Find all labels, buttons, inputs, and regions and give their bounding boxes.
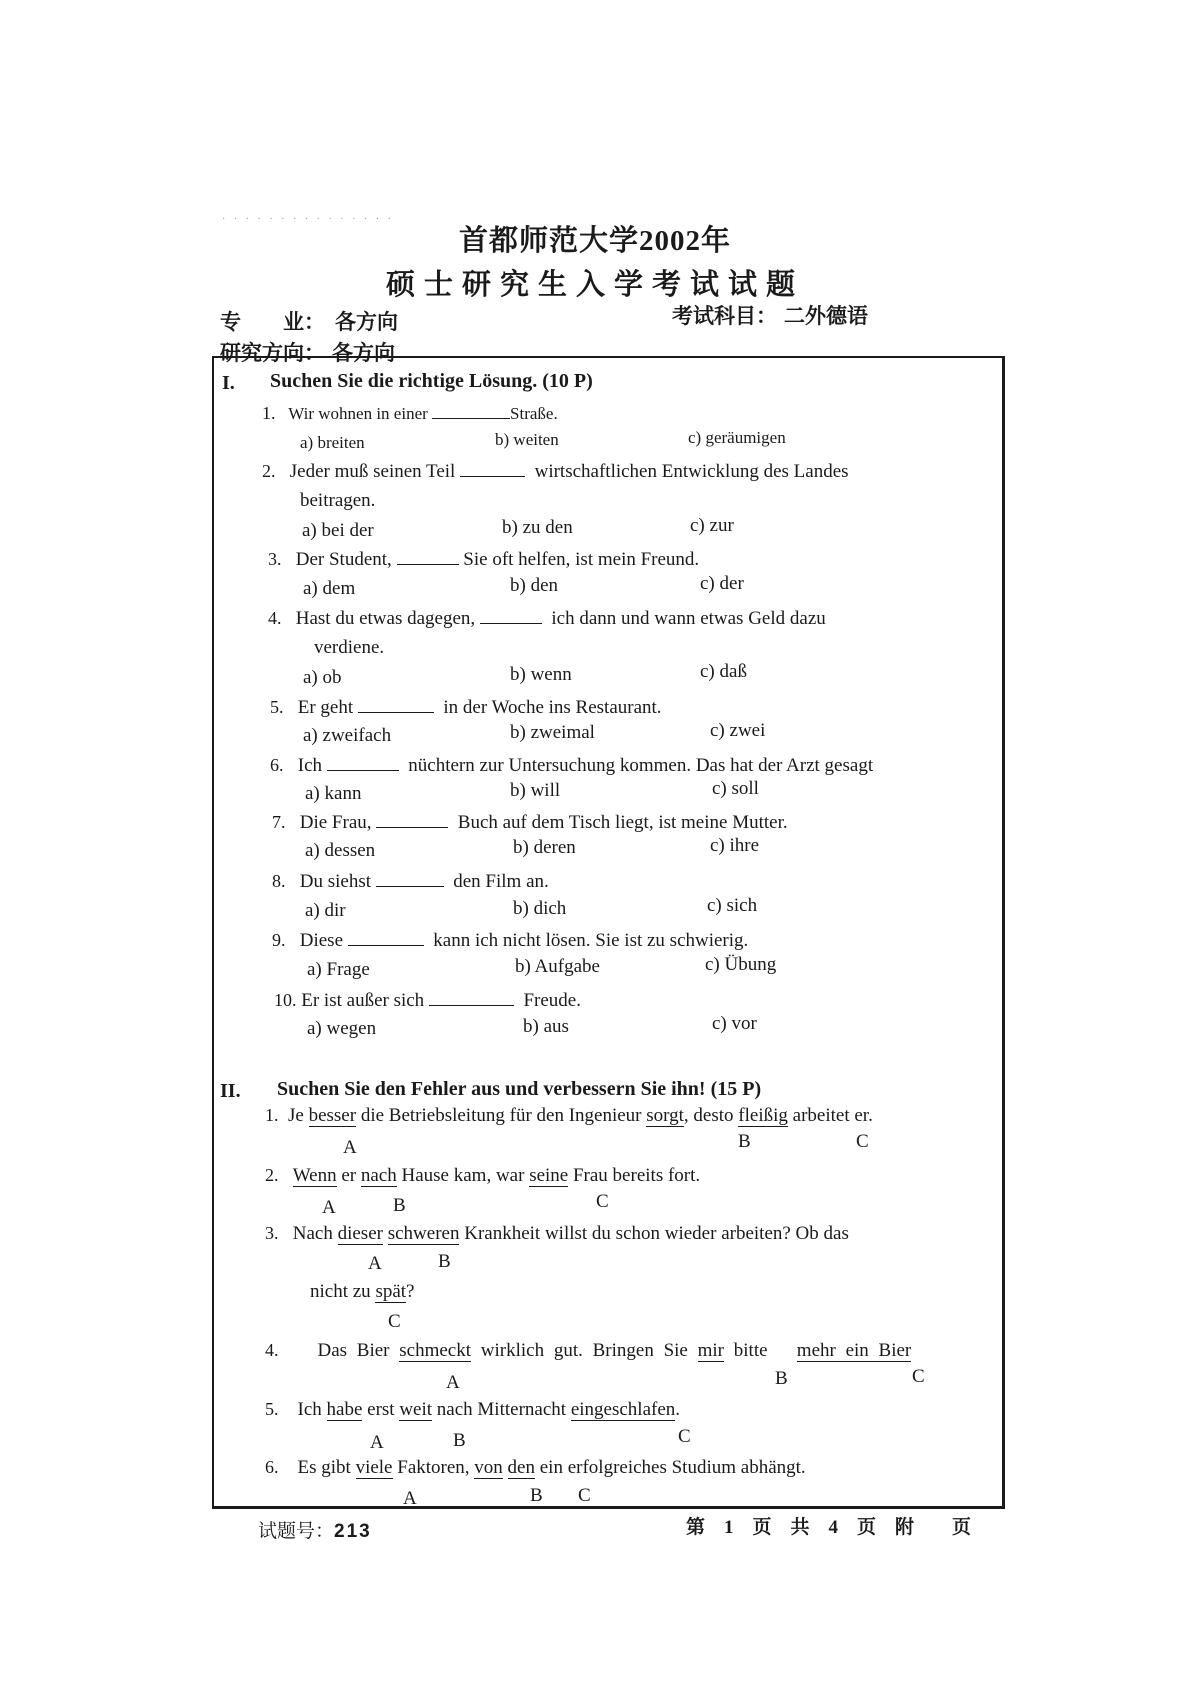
s1-q6-text: 6. Ich nüchtern zur Untersuchung kommen. Das hat der Arzt gesagt bbox=[270, 755, 874, 776]
exam-title-university: 首都师范大学2002年 bbox=[458, 225, 731, 257]
s2-q3-text: 3. Nach dieser schweren Krankheit willst du schon wieder arbeiten? Ob das bbox=[265, 1223, 849, 1244]
s1-q1-text: 1. Wir wohnen in einer Straße. bbox=[262, 403, 558, 423]
scan-artifact: · · · · · · · · · · · · · · · bbox=[222, 214, 394, 225]
s1-q3-option-b: b) den bbox=[510, 575, 559, 596]
s2-q3-label-b: B bbox=[438, 1251, 451, 1272]
s1-q6-option-b: b) will bbox=[510, 780, 561, 801]
s2-q4-label-a: A bbox=[446, 1372, 460, 1393]
s1-q4-text-cont: verdiene. bbox=[314, 637, 385, 658]
s2-q5-label-b: B bbox=[453, 1430, 466, 1451]
s2-q1-text: 1. Je besser die Betriebsleitung für den Ingenieur sorgt, desto fleißig arbeitet er. bbox=[265, 1105, 873, 1126]
s1-q7-text: 7. Die Frau, Buch auf dem Tisch liegt, ist meine Mutter. bbox=[272, 812, 788, 833]
s2-q6-label-c: C bbox=[578, 1485, 591, 1506]
s2-q4-text: 4. Das Bier schmeckt wirklich gut. Bringen Sie mir bitte mehr ein Bier bbox=[265, 1340, 912, 1361]
s1-q2-text-cont: beitragen. bbox=[300, 490, 376, 511]
s1-q10-text: 10. Er ist außer sich Freude. bbox=[274, 990, 581, 1011]
s2-q3-label-a: A bbox=[368, 1253, 382, 1274]
s1-q9-option-b: b) Aufgabe bbox=[515, 956, 600, 977]
s2-q1-label-a: A bbox=[343, 1137, 357, 1158]
s2-q2-label-a: A bbox=[322, 1197, 336, 1218]
s1-q1-option-a: a) breiten bbox=[300, 433, 365, 452]
s2-q3-label-c: C bbox=[388, 1311, 401, 1332]
s1-q8-text: 8. Du siehst den Film an. bbox=[272, 871, 549, 892]
s1-q7-option-a: a) dessen bbox=[305, 840, 376, 861]
s1-q3-text: 3. Der Student, Sie oft helfen, ist mein Freund. bbox=[268, 549, 700, 570]
s1-q2-option-c: c) zur bbox=[690, 515, 734, 536]
section-2-title: Suchen Sie den Fehler aus und verbessern Sie ihn! (15 P) bbox=[277, 1078, 762, 1100]
s1-q5-option-c: c) zwei bbox=[710, 720, 766, 741]
direction-label: 研究方向： bbox=[220, 341, 325, 365]
s2-q6-label-a: A bbox=[403, 1488, 417, 1509]
s1-q10-option-c: c) vor bbox=[712, 1013, 757, 1034]
s2-q2-label-b: B bbox=[393, 1195, 406, 1216]
subject-label: 考试科目： bbox=[672, 304, 777, 328]
section-2-number: II. bbox=[220, 1080, 241, 1102]
s1-q8-option-b: b) dich bbox=[513, 898, 567, 919]
s1-q7-option-c: c) ihre bbox=[710, 835, 760, 856]
direction-value: 各方向 bbox=[332, 341, 395, 365]
s1-q10-option-a: a) wegen bbox=[307, 1018, 377, 1039]
s1-q1-option-b: b) weiten bbox=[495, 430, 559, 449]
s1-q5-text: 5. Er geht in der Woche ins Restaurant. bbox=[270, 697, 662, 718]
section-1-title: Suchen Sie die richtige Lösung. (10 P) bbox=[270, 370, 593, 392]
s2-q5-text: 5. Ich habe erst weit nach Mitternacht eingeschlafen. bbox=[265, 1399, 681, 1420]
s2-q5-label-a: A bbox=[370, 1432, 384, 1453]
s1-q9-option-a: a) Frage bbox=[307, 959, 370, 980]
s1-q10-option-b: b) aus bbox=[523, 1016, 569, 1037]
s2-q5-label-c: C bbox=[678, 1426, 691, 1447]
s1-q4-option-b: b) wenn bbox=[510, 664, 572, 685]
s1-q2-option-b: b) zu den bbox=[502, 517, 573, 538]
major-label: 专 业： bbox=[220, 310, 325, 334]
exam-title-paper: 硕士研究生入学考试试题 bbox=[385, 269, 804, 301]
s2-q6-text: 6. Es gibt viele Faktoren, von den ein erfolgreiches Studium abhängt. bbox=[265, 1457, 806, 1478]
s1-q3-option-c: c) der bbox=[700, 573, 744, 594]
exam-code: 试题号：213 bbox=[258, 1521, 372, 1542]
s1-q4-text: 4. Hast du etwas dagegen, ich dann und wann etwas Geld dazu bbox=[268, 608, 826, 629]
s1-q9-option-c: c) Übung bbox=[705, 954, 777, 975]
s1-q7-option-b: b) deren bbox=[513, 837, 576, 858]
s1-q4-option-c: c) daß bbox=[700, 661, 747, 682]
s1-q9-text: 9. Diese kann ich nicht lösen. Sie ist zu schwierig. bbox=[272, 930, 749, 951]
s2-q6-label-b: B bbox=[530, 1485, 543, 1506]
s1-q6-option-a: a) kann bbox=[305, 783, 362, 804]
s1-q5-option-a: a) zweifach bbox=[303, 725, 392, 746]
s2-q2-label-c: C bbox=[596, 1191, 609, 1212]
s1-q2-option-a: a) bei der bbox=[302, 520, 374, 541]
section-1-number: I. bbox=[222, 372, 235, 394]
s2-q1-label-c: C bbox=[856, 1131, 869, 1152]
s1-q5-option-b: b) zweimal bbox=[510, 722, 595, 743]
s1-q8-option-c: c) sich bbox=[707, 895, 758, 916]
s1-q8-option-a: a) dir bbox=[305, 900, 346, 921]
s2-q2-text: 2. Wenn er nach Hause kam, war seine Frau bereits fort. bbox=[265, 1165, 701, 1186]
major-value: 各方向 bbox=[335, 310, 398, 334]
s2-q3-text-cont: nicht zu spät? bbox=[310, 1281, 415, 1302]
s1-q6-option-c: c) soll bbox=[712, 778, 759, 799]
subject-value: 二外德语 bbox=[784, 304, 868, 328]
s2-q4-label-c: C bbox=[912, 1366, 925, 1387]
s2-q1-label-b: B bbox=[738, 1131, 751, 1152]
s1-q3-option-a: a) dem bbox=[303, 578, 356, 599]
s1-q4-option-a: a) ob bbox=[303, 667, 342, 688]
page-indicator: 第 1 页 共 4 页 附 页 bbox=[686, 1517, 972, 1538]
s1-q1-option-c: c) geräumigen bbox=[688, 428, 786, 447]
s2-q4-label-b: B bbox=[775, 1368, 788, 1389]
s1-q2-text: 2. Jeder muß seinen Teil wirtschaftlichen Entwicklung des Landes bbox=[262, 461, 849, 482]
